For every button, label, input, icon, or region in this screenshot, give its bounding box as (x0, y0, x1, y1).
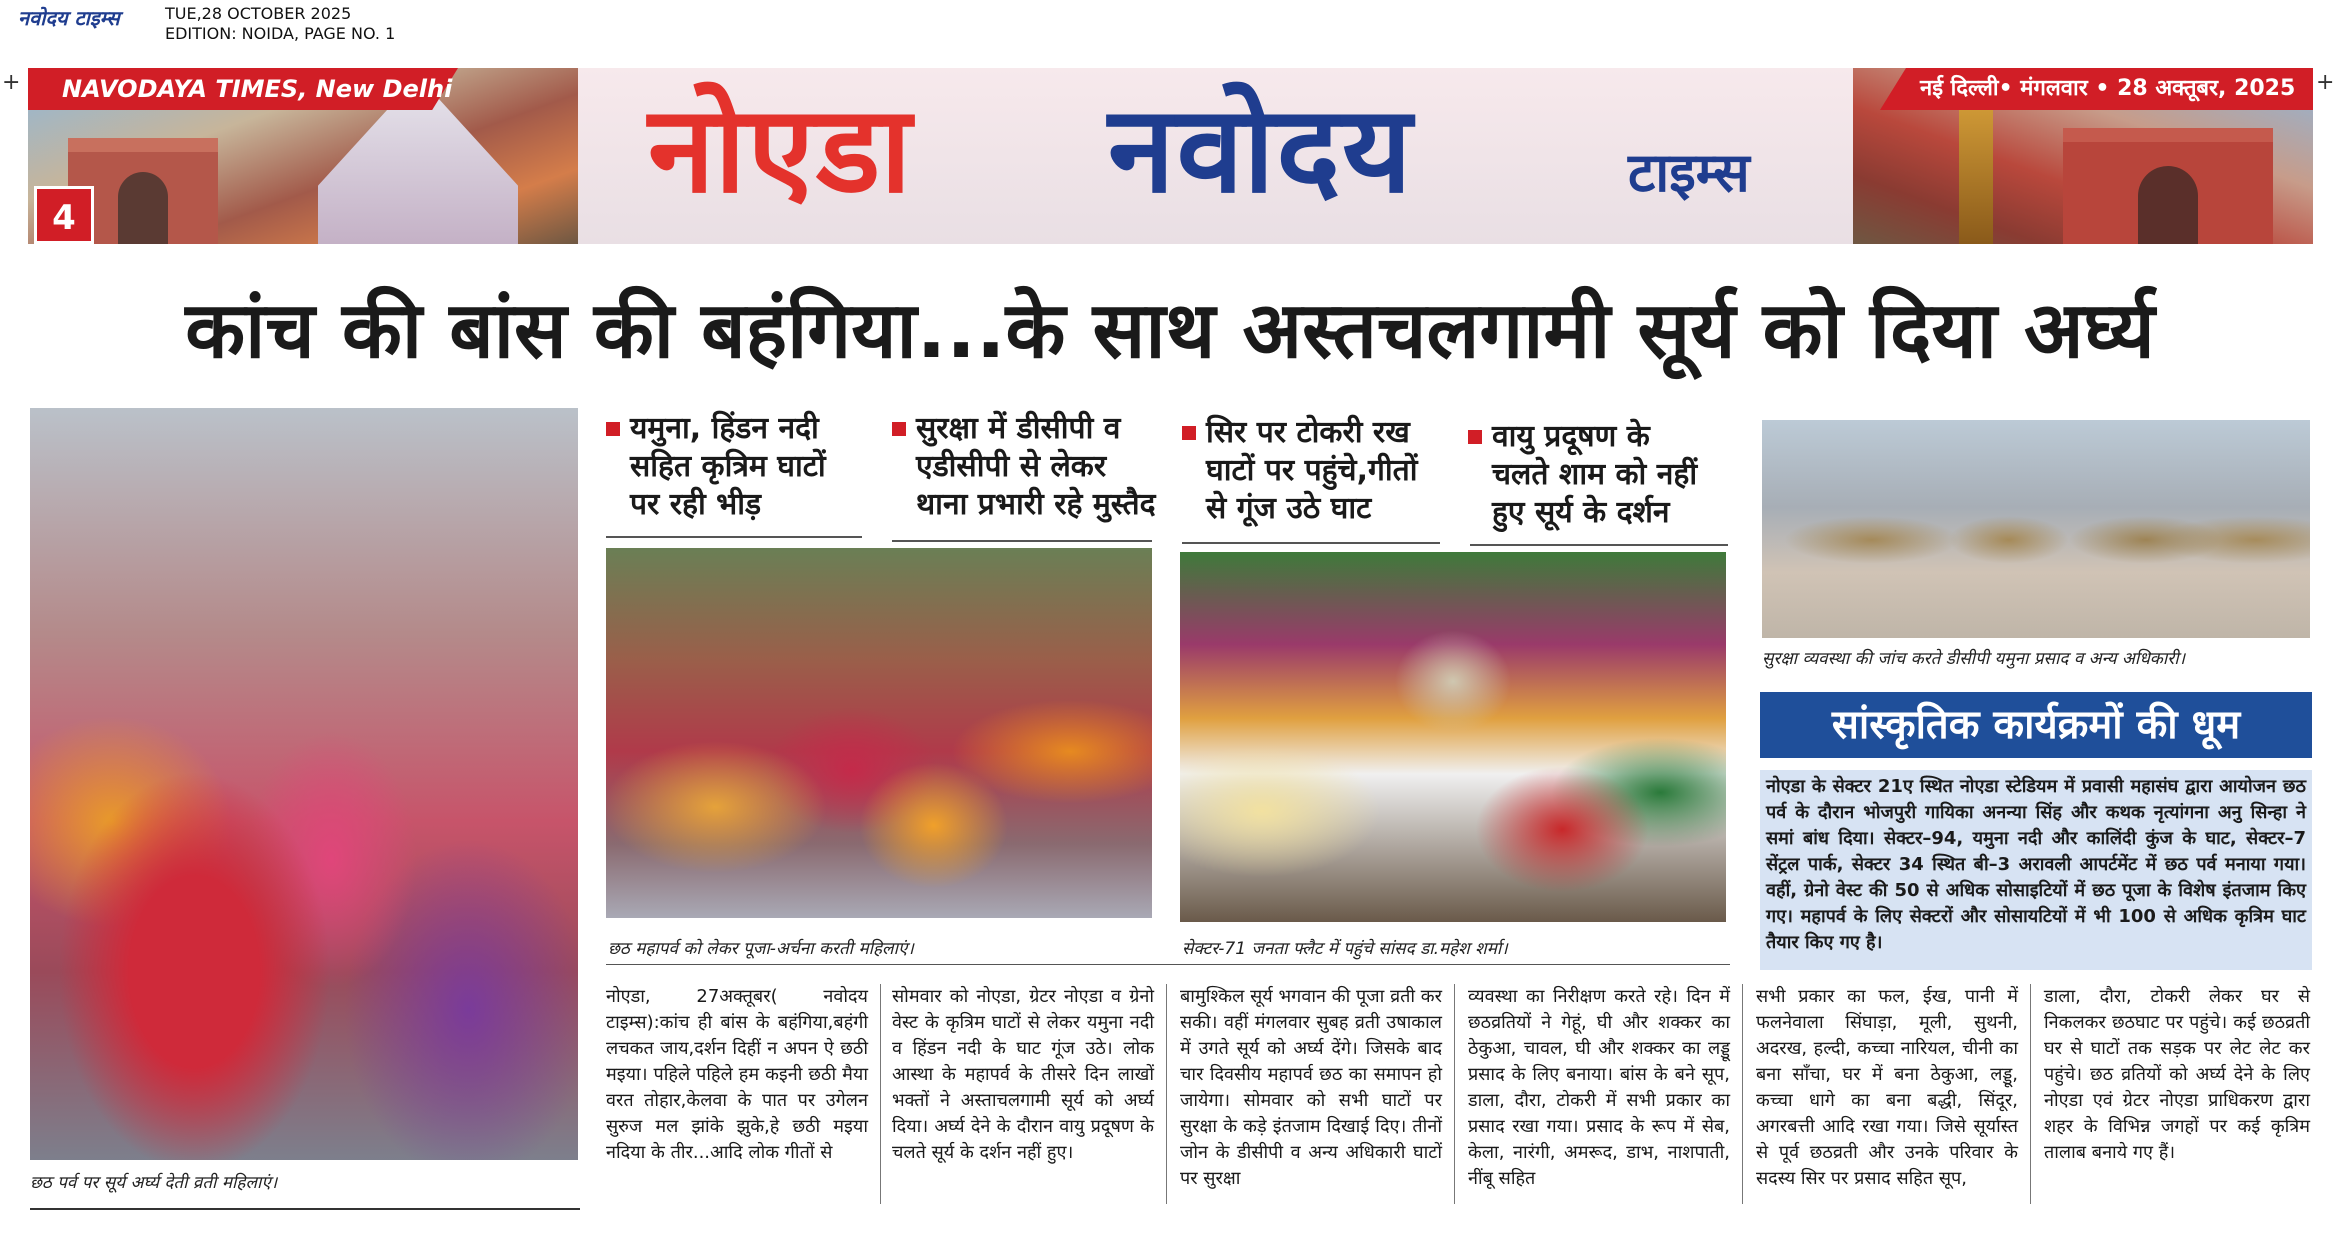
article-column-6: डाला, दौरा, टोकरी लेकर घर से निकलकर छठघाट पर पहुंचे। कई छठव्रती घर से घाटों तक सड़क पर लेट लेट कर पहुंचे। छठ व्रतियों को अर्घ्य देने के लिए नोएडा एवं ग्रेटर नोएडा प्राधिकरण द्वारा शहर के विभिन्न जगहों पर कई कृत्रिम तालाब बनाये गए हैं। (2044, 986, 2310, 1163)
column-divider (1742, 984, 1743, 1204)
newspaper-logo: नवोदय टाइम्स (18, 6, 120, 30)
column-divider (1166, 984, 1167, 1204)
subhead-3: सिर पर टोकरी रख घाटों पर पहुंचे,गीतों से गूंज उठे घाट (1182, 414, 1452, 528)
mp-photo-caption: सेक्टर-71 जनता फ्लैट में पहुंचे सांसद डा.महेश शर्मा। (1182, 939, 1508, 959)
subhead-2: सुरक्षा में डीसीपी व एडीसीपी से लेकर थाना प्रभारी रहे मुस्तैद (892, 410, 1162, 524)
main-photo (30, 408, 578, 1160)
subhead-1: यमुना, हिंडन नदी सहित कृत्रिम घाटों पर रही भीड़ (606, 410, 866, 524)
article-column-5: सभी प्रकार का फल, ईख, पानी में फलनेवाला सिंघाड़ा, मूली, सुथनी, अदरख, हल्दी, कच्चा नारियल, चीनी का बना साँचा, घर में बना ठेकुआ, लड्डू, कच्चा धागे का बना बद्धी, सिंदूर, अगरबत्ती आदि रखा गया। जिसे सूर्यास्त से पूर्व छठव्रती और उनके परिवार के सदस्य सिर पर प्रसाद सहित सूप, (1756, 986, 2018, 1189)
masthead-title-noida: नोएडा (648, 81, 914, 220)
divider (1182, 542, 1440, 544)
registration-mark-icon: + (2316, 70, 2335, 95)
article-column-3: बामुश्किल सूर्य भगवान की पूजा व्रती कर सकी। वहीं मंगलवार सुबह व्रती उषाकाल में उगते सूर्य को अर्घ्य देंगे। जिसके बाद चार दिवसीय महापर्व छठ का समापन हो जायेगा। सोमवार को सभी घाटों पर सुरक्षा के कड़े इंतजाम दिखाई दिए। तीनों जोन के डीसीपी व अन्य अधिकारी घाटों पर सुरक्षा (1180, 986, 1442, 1189)
bullet-icon (1468, 430, 1482, 444)
publication-name: NAVODAYA TIMES, New Delhi (62, 75, 453, 103)
divider (30, 1208, 580, 1210)
article-column-1: नोएडा, 27अक्तूबर( नवोदय टाइम्स):कांच ही बांस के बहंगिया,बहंगी लचकत जाय,दर्शन दिहीं न अपन ऐ छठी मइया। पहिले पहिले हम कइनी छठी मैया वरत तोहार,केलवा के पात पर उगेलन सुरुज मल झांके झुके,हे छठी मइया नदिया के तीर...आदि लोक गीतों से (606, 986, 868, 1163)
temple-image (318, 98, 518, 244)
edition-line: EDITION: NOIDA, PAGE NO. 1 (165, 24, 396, 43)
registration-mark-icon: + (2, 70, 21, 95)
police-photo-caption: सुरक्षा व्यवस्था की जांच करते डीसीपी यमुना प्रसाद व अन्य अधिकारी। (1762, 649, 2186, 669)
mp-photo (1180, 552, 1726, 922)
page-number-badge: 4 (34, 186, 94, 244)
main-photo-caption: छठ पर्व पर सूर्य अर्घ्य देती व्रती महिलाएं। (30, 1173, 278, 1193)
masthead-title-times: टाइम्स (1628, 141, 1750, 204)
police-photo (1762, 420, 2310, 638)
article-column-4: व्यवस्था का निरीक्षण करते रहे। दिन में छठव्रतियों ने गेहूं, घी और शक्कर का ठेकुआ, चावल, घी और शक्कर का लड्डू प्रसाद के लिए बनाया। बांस के बने सूप, डाला, दौरा, टोकरी में सभी प्रकार का प्रसाद रखा गया। प्रसाद के रूप में सेब, केला, नारंगी, अमरूद, डाभ, नाशपाती, नींबू सहित (1468, 986, 1730, 1189)
bullet-icon (1182, 426, 1196, 440)
column-divider (880, 984, 881, 1204)
puja-photo-caption: छठ महापर्व को लेकर पूजा-अर्चना करती महिलाएं। (608, 939, 914, 959)
masthead-title-navodaya: नवोदय (1108, 81, 1414, 220)
divider (606, 536, 862, 538)
edition-info (165, 4, 395, 44)
date-line: TUE,28 OCTOBER 2025 (165, 4, 352, 23)
divider (892, 540, 1152, 542)
divider (606, 964, 1730, 965)
city-gate-image (2063, 128, 2273, 244)
column-divider (1454, 984, 1455, 1204)
divider (1470, 544, 1728, 546)
column-divider (2030, 984, 2031, 1204)
dateline: नई दिल्ली• मंगलवार • 28 अक्तूबर, 2025 (1920, 76, 2296, 101)
main-headline: कांच की बांस की बहंगिया...के साथ अस्तचलगामी सूर्य को दिया अर्घ्य (185, 286, 2155, 376)
culture-body: नोएडा के सेक्टर 21ए स्थित नोएडा स्टेडियम में प्रवासी महासंघ द्वारा आयोजन छठ पर्व के दौरान भोजपुरी गायिका अनन्या सिंह और कथक नृत्यांगना अनु सिन्हा ने समां बांध दिया। सेक्टर–94, यमुना नदी और कालिंदी कुंज के घाट, सेक्टर–7 सेंट्रल पार्क, सेक्टर 34 स्थित बी–3 अरावली आपर्टमेंट में छठ पर्व मनाया गया। वहीं, ग्रेनो वेस्ट की 50 से अधिक सोसाइटियों में छठ पूजा के विशेष इंतजाम किए गए। महापर्व के लिए सेक्टरों और सोसायटियों में भी 100 से अधिक कृत्रिम घाट तैयार किए गए है। (1760, 770, 2312, 970)
puja-photo (606, 548, 1152, 918)
bullet-icon (606, 422, 620, 436)
subhead-4: वायु प्रदूषण के चलते शाम को नहीं हुए सूर्य के दर्शन (1468, 418, 1738, 532)
bullet-icon (892, 422, 906, 436)
culture-heading: सांस्कृतिक कार्यक्रमों की धूम (1760, 692, 2312, 758)
statue-image (1959, 88, 1993, 244)
article-column-2: सोमवार को नोएडा, ग्रेटर नोएडा व ग्रेनो वेस्ट के कृत्रिम घाटों से लेकर यमुना नदी व हिंडन नदी के घाट गूंज उठे। लोक आस्था के महापर्व के तीसरे दिन लाखों भक्तों ने अस्ताचलगामी सूर्य को अर्घ्य दिया। अर्घ्य देने के दौरान वायु प्रदूषण के चलते सूर्य के दर्शन नहीं हुए। (892, 986, 1154, 1163)
